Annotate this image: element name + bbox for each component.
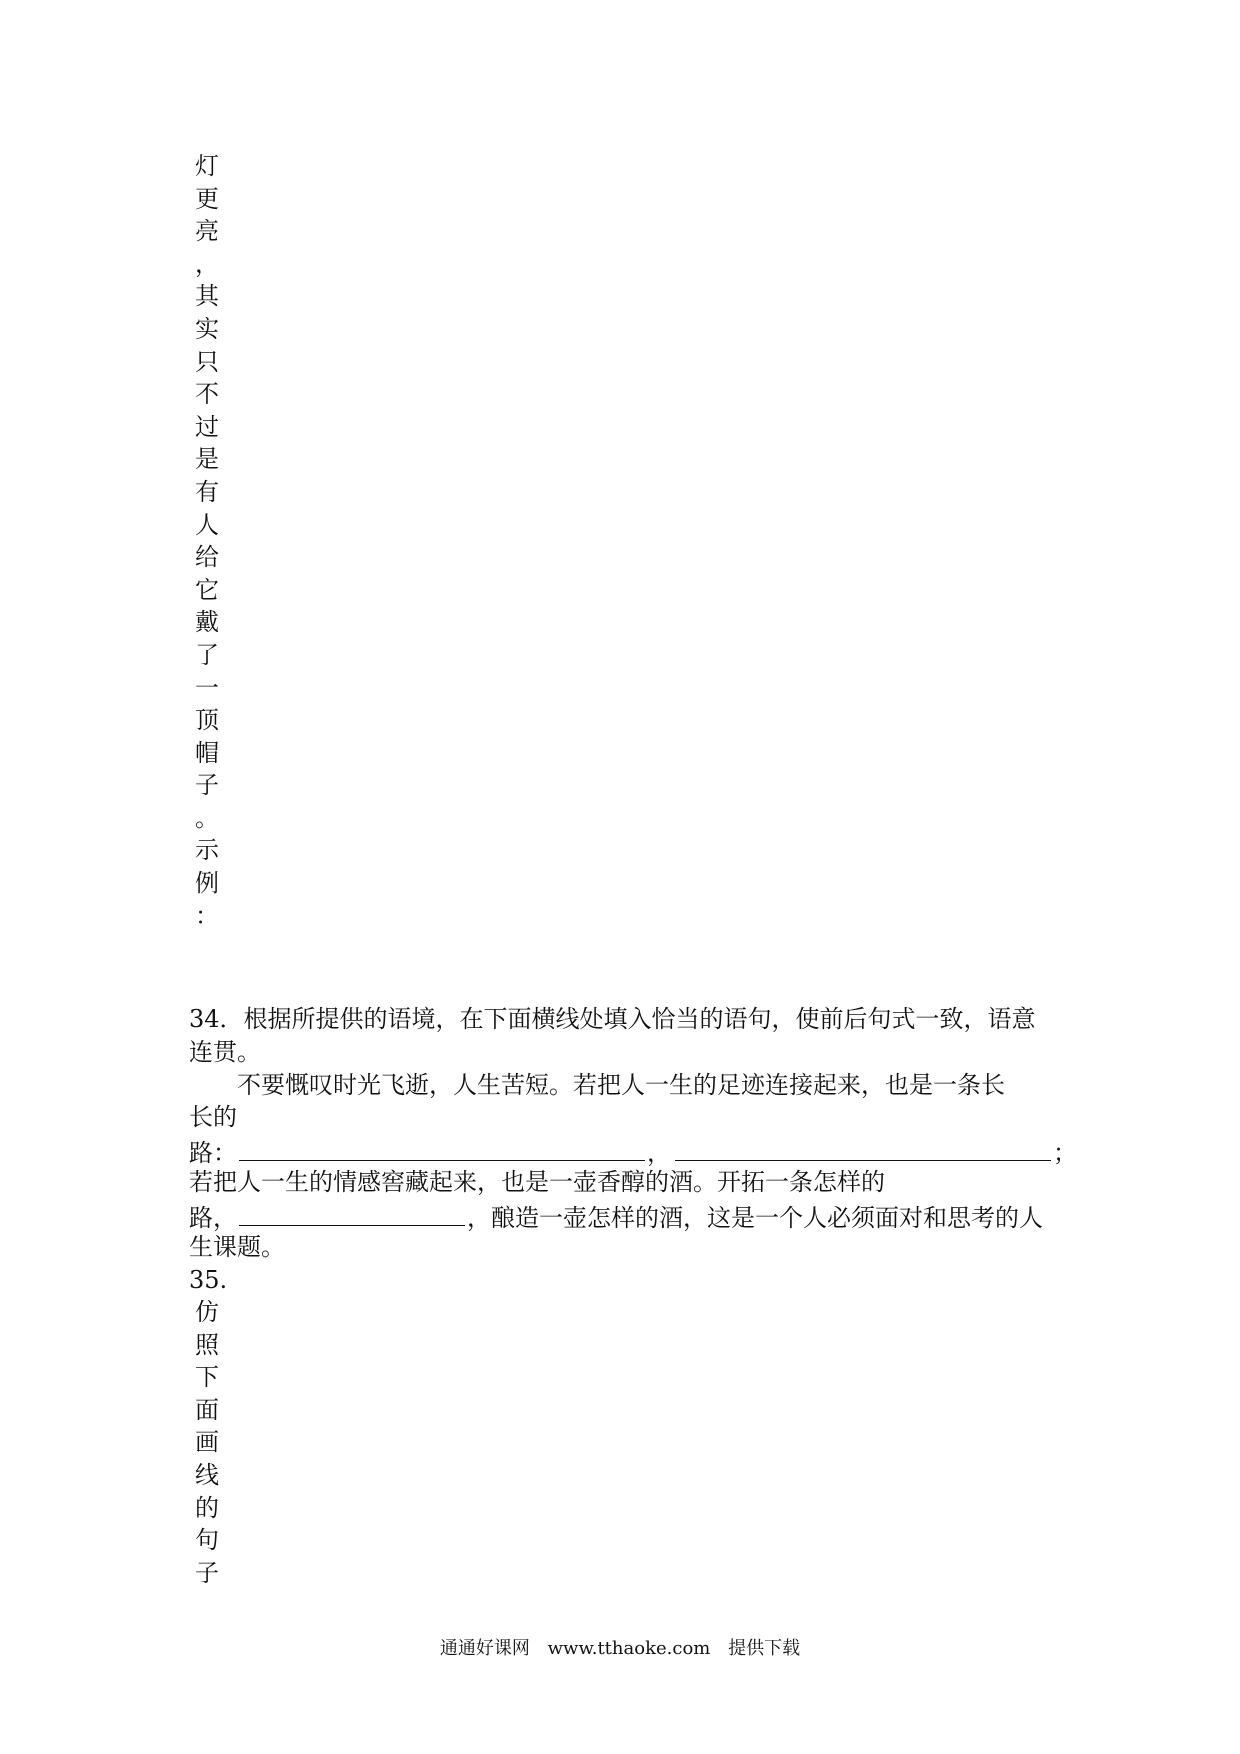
vertical-char: 的 [195, 1493, 219, 1522]
vertical-char: 灯 [195, 152, 219, 180]
vertical-char: 一 [195, 673, 219, 702]
q34-line-5-prefix: 路： [189, 1139, 237, 1167]
q34-line-7-prefix: 路， [189, 1204, 237, 1232]
vertical-text-q35 [189, 1296, 225, 1589]
vertical-char: 给 [195, 543, 219, 572]
vertical-char: 亮 [195, 217, 219, 246]
q34-line-5-separator: ， [647, 1139, 671, 1167]
vertical-char: 只 [195, 347, 219, 376]
footer-site-name: 通通好课网 [439, 1638, 530, 1659]
vertical-char: 。 [195, 803, 219, 832]
answer-blank-1[interactable] [239, 1134, 645, 1161]
vertical-char: 人 [195, 510, 219, 539]
vertical-char: 不 [195, 380, 219, 409]
q34-line-5-suffix: ； [1053, 1139, 1077, 1167]
vertical-char: 画 [195, 1428, 219, 1457]
vertical-char: 戴 [195, 608, 219, 637]
vertical-char: 帽 [195, 738, 219, 767]
vertical-char: 实 [195, 314, 219, 343]
q34-line-6: 若把人一生的情感窖藏起来，也是一壶香醇的酒。开拓一条怎样的 [189, 1168, 885, 1196]
vertical-char: 句 [195, 1526, 219, 1555]
footer-url[interactable]: www.tthaoke.com [547, 1638, 711, 1659]
vertical-char: 其 [195, 282, 219, 311]
vertical-char: 子 [195, 771, 219, 800]
answer-blank-2[interactable] [675, 1134, 1051, 1161]
q34-line-8: 生课题。 [189, 1233, 285, 1261]
q34-line-1: 34．根据所提供的语境，在下面横线处填入恰当的语句，使前后句式一致，语意 [189, 1005, 1036, 1033]
q34-line-4: 长的 [189, 1103, 237, 1131]
vertical-char: 它 [195, 575, 219, 604]
vertical-char: 仿 [195, 1298, 219, 1326]
vertical-char: 照 [195, 1330, 219, 1359]
vertical-char: 了 [195, 640, 219, 669]
vertical-text-top [189, 150, 225, 932]
vertical-char: 子 [195, 1558, 219, 1587]
vertical-char: 线 [195, 1460, 219, 1489]
vertical-char: 面 [195, 1395, 219, 1424]
vertical-char: ， [195, 249, 219, 278]
vertical-char: ： [195, 901, 219, 930]
q34-line-3: 不要慨叹时光飞逝，人生苦短。若把人一生的足迹连接起来，也是一条长 [189, 1071, 1005, 1099]
vertical-char: 更 [195, 184, 219, 213]
q34-line-2: 连贯。 [189, 1038, 261, 1066]
page-footer [0, 1637, 1240, 1661]
vertical-char: 示 [195, 836, 219, 865]
vertical-char: 有 [195, 477, 219, 506]
vertical-char: 例 [195, 869, 219, 898]
q34-line-7 [189, 1199, 1043, 1235]
vertical-char: 是 [195, 445, 219, 474]
vertical-char: 顶 [195, 706, 219, 735]
vertical-char: 过 [195, 412, 219, 441]
answer-blank-3[interactable] [239, 1199, 465, 1226]
footer-suffix: 提供下载 [728, 1638, 801, 1659]
q35-number: 35. [189, 1266, 228, 1294]
vertical-char: 下 [195, 1363, 219, 1392]
q34-line-5 [189, 1134, 1077, 1170]
q34-line-7-suffix: ，酿造一壶怎样的酒，这是一个人必须面对和思考的人 [467, 1204, 1043, 1232]
